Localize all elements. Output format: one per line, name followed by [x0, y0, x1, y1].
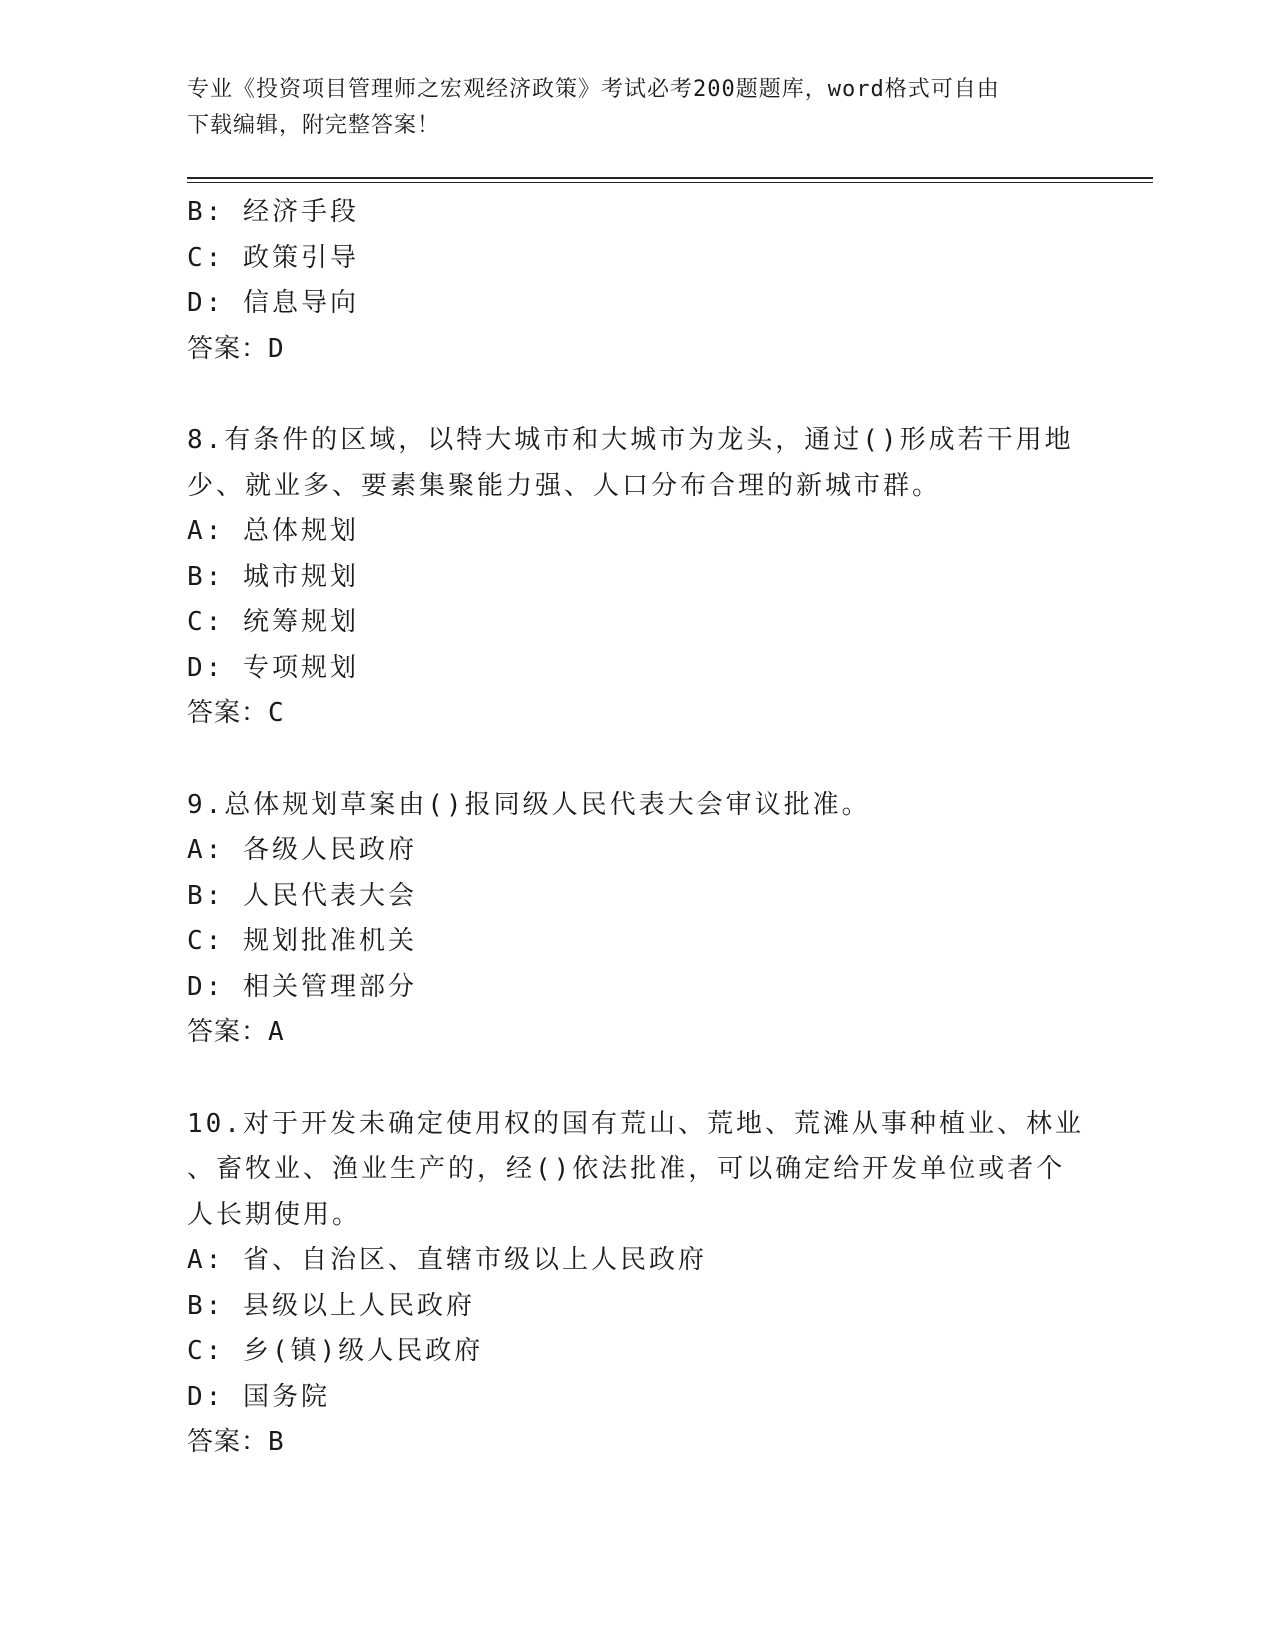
option-d: D: 专项规划: [187, 652, 359, 683]
question-10: [187, 1102, 1087, 1466]
option-d: D: 国务院: [187, 1381, 330, 1412]
option-c: C: 乡(镇)级人民政府: [187, 1336, 484, 1366]
header-divider-thick: [187, 177, 1153, 179]
question-stem: 、畜牧业、渔业生产的，经()依法批准，可以确定给开发单位或者个: [187, 1154, 1066, 1184]
option-a: A: 省、自治区、直辖市级以上人民政府: [187, 1245, 707, 1275]
option-a: A: 总体规划: [187, 516, 359, 546]
option-c: C: 规划批准机关: [187, 926, 417, 956]
option-b: B: 城市规划: [187, 561, 359, 592]
header-line-1: 专业《投资项目管理师之宏观经济政策》考试必考200题题库，word格式可自由: [187, 77, 1000, 102]
question-stem: 少、就业多、要素集聚能力强、人口分布合理的新城市群。: [187, 470, 942, 501]
document-header: [187, 72, 1087, 144]
question-stem: 9.总体规划草案由()报同级人民代表大会审议批准。: [187, 789, 871, 820]
header-divider-thin: [187, 182, 1153, 183]
option-b: B: 经济手段: [187, 197, 359, 227]
question-8: [187, 418, 1087, 737]
answer: 答案：B: [187, 1427, 285, 1457]
question-stem: 8.有条件的区域，以特大城市和大城市为龙头，通过()形成若干用地: [187, 425, 1074, 455]
answer: 答案：D: [187, 333, 285, 364]
answer: 答案：C: [187, 698, 285, 728]
option-a: A: 各级人民政府: [187, 835, 417, 865]
option-b: B: 县级以上人民政府: [187, 1290, 475, 1321]
option-c: C: 政策引导: [187, 242, 359, 273]
question-stem: 人长期使用。: [187, 1199, 362, 1230]
option-d: D: 信息导向: [187, 288, 359, 318]
answer: 答案：A: [187, 1017, 285, 1047]
header-line-2: 下载编辑，附完整答案！: [187, 113, 441, 138]
option-c: C: 统筹规划: [187, 607, 359, 637]
option-b: B: 人民代表大会: [187, 880, 417, 911]
question-9: [187, 783, 1087, 1056]
question-7: [187, 190, 1087, 372]
question-stem: 10.对于开发未确定使用权的国有荒山、荒地、荒滩从事种植业、林业: [187, 1108, 1084, 1139]
spacer: [187, 372, 1087, 418]
option-d: D: 相关管理部分: [187, 971, 417, 1002]
spacer: [187, 737, 1087, 783]
question-list: [187, 190, 1087, 1466]
spacer: [187, 1056, 1087, 1102]
